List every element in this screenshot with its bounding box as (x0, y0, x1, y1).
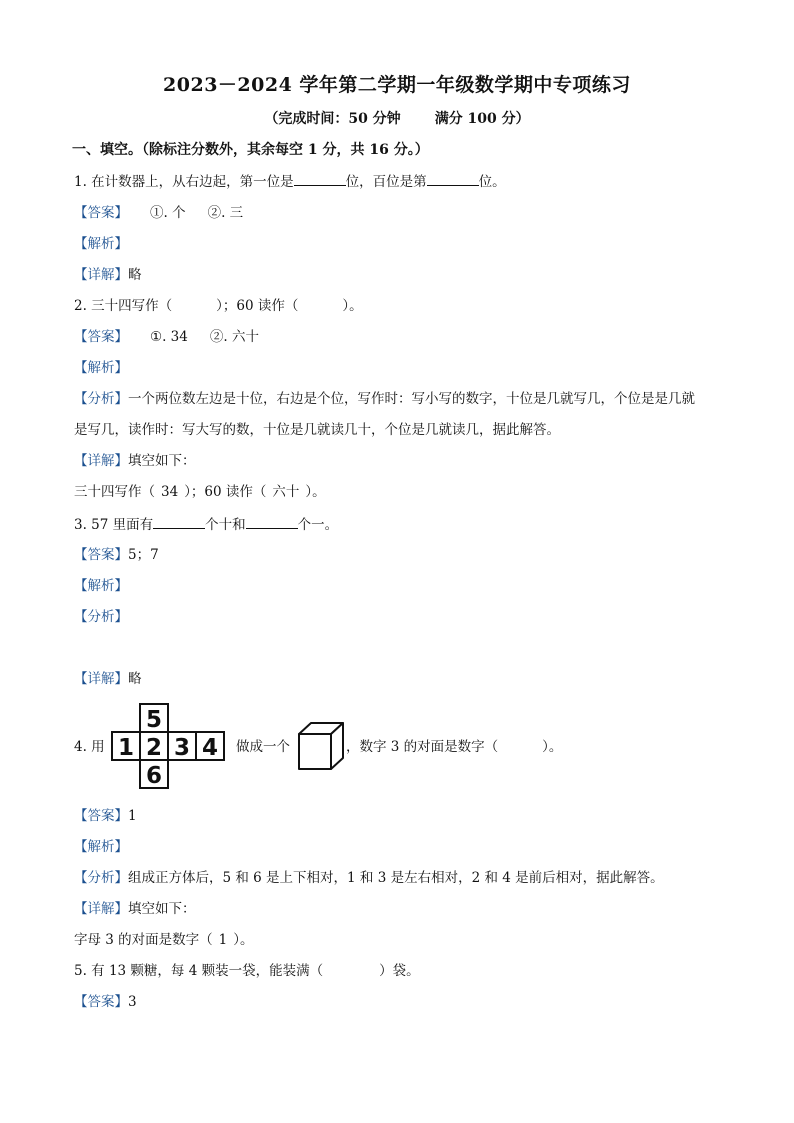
q4-fenxi-text: 组成正方体后，5 和 6 是上下相对，1 和 3 是左右相对，2 和 4 是前后相对，据此解答。 (128, 870, 664, 886)
answer-blank[interactable] (246, 514, 298, 529)
question-5 (74, 961, 420, 981)
q1-detail (74, 265, 142, 285)
q1-answer (74, 203, 243, 223)
answer-blank[interactable] (294, 171, 346, 186)
q4-fill-a: 字母 3 的对面是数字（ (74, 932, 213, 948)
q4-middle: 做成一个 (236, 739, 290, 755)
q2-text-c: ）。 (342, 298, 363, 314)
q4-fenxi (74, 868, 664, 888)
section-heading: 一、填空。（除标注分数外，其余每空 1 分，共 16 分。） (72, 142, 429, 158)
question-3 (74, 514, 338, 535)
q2-filled (74, 482, 326, 502)
detail-label: 【详解】 (74, 671, 128, 687)
q4-detail-text: 填空如下： (128, 901, 196, 917)
q2-fenxi-text-1: 一个两位数左边是十位，右边是个位，写作时：写小写的数字，十位是几就写几，个位是是几就 (128, 391, 695, 407)
net-digit-1: 1 (117, 735, 135, 761)
fenxi-label: 【分析】 (74, 609, 128, 625)
q1-answer-2: ②. 三 (207, 205, 244, 221)
analysis-label: 【解析】 (74, 839, 128, 855)
detail-label: 【详解】 (74, 453, 128, 469)
q4-text-d: ）。 (542, 739, 563, 755)
q2-fenxi (74, 389, 695, 409)
net-digit-top: 5 (145, 707, 163, 733)
net-digit-bottom: 6 (145, 763, 163, 789)
fenxi-label: 【分析】 (74, 391, 128, 407)
net-digit-4: 4 (201, 735, 219, 761)
analysis-label: 【解析】 (74, 236, 128, 252)
q3-detail (74, 669, 142, 689)
q2-detail (74, 451, 196, 471)
q3-detail-text: 略 (128, 671, 142, 687)
q4-analysis (74, 837, 128, 857)
cube-icon (297, 720, 345, 772)
q2-fill-value-1: 34 (161, 484, 179, 500)
q5-answer (74, 992, 137, 1012)
time-limit: （完成时间：50 分钟 (264, 111, 401, 127)
q2-fill-c: ）。 (305, 484, 326, 500)
q1-text-a: 1. 在计数器上，从右边起，第一位是 (74, 174, 294, 190)
q2-text-a: 2. 三十四写作（ (74, 298, 173, 314)
net-digit-2: 2 (145, 735, 163, 761)
q4-prefix: 4. 用 (74, 739, 105, 755)
q2-text-b: ）；60 读作（ (216, 298, 299, 314)
answer-blank[interactable] (153, 514, 205, 529)
q2-fill-value-2: 六十 (272, 484, 300, 500)
q1-answer-1: ①. 个 (150, 205, 186, 221)
net-digit-3: 3 (173, 735, 191, 761)
answer-label: 【答案】 (74, 808, 128, 824)
full-score: 满分 100 分） (434, 111, 530, 127)
q1-text-c: 位。 (478, 174, 506, 190)
q2-answer-2: ②. 六十 (209, 329, 259, 345)
q3-fenxi (74, 607, 128, 627)
analysis-label: 【解析】 (74, 578, 128, 594)
q1-text-b: 位，百位是第 (345, 174, 427, 190)
answer-blank[interactable] (427, 171, 479, 186)
q1-detail-text: 略 (128, 267, 142, 283)
q2-analysis (74, 358, 128, 378)
cube-net-figure (110, 702, 232, 790)
detail-label: 【详解】 (74, 901, 128, 917)
q5-text-a: 5. 有 13 颗糖，每 4 颗装一袋，能装满（ (74, 963, 324, 979)
question-2 (74, 296, 363, 316)
q3-analysis (74, 576, 128, 596)
q2-fill-b: ）；60 读作（ (184, 484, 267, 500)
q5-answer-text: 3 (128, 994, 137, 1010)
q4-text-c: ，数字 3 的对面是数字（ (346, 739, 499, 755)
page-subtitle (0, 108, 794, 128)
answer-label: 【答案】 (74, 547, 128, 563)
analysis-label: 【解析】 (74, 360, 128, 376)
answer-label: 【答案】 (74, 205, 128, 221)
q2-answer-1: ①. 34 (150, 329, 188, 345)
q4-filled (74, 930, 254, 950)
q4-fill-value: 1 (218, 932, 228, 948)
q3-text-c: 个一。 (297, 517, 339, 533)
page-title: 2023－2024 学年第二学期一年级数学期中专项练习 (163, 74, 631, 96)
fenxi-label: 【分析】 (74, 870, 128, 886)
detail-label: 【详解】 (74, 267, 128, 283)
q4-answer (74, 806, 137, 826)
question-1 (74, 171, 506, 192)
q3-answer (74, 545, 159, 565)
answer-label: 【答案】 (74, 994, 128, 1010)
q4-detail (74, 899, 196, 919)
q3-text-b: 个十和 (205, 517, 246, 533)
q2-fill-a: 三十四写作（ (74, 484, 155, 500)
q1-analysis (74, 234, 128, 254)
q4-suffix (346, 737, 562, 757)
q4-fill-c: ）。 (233, 932, 254, 948)
q3-text-a: 3. 57 里面有 (74, 517, 154, 533)
q5-text-b: ）袋。 (379, 963, 420, 979)
q2-detail-text: 填空如下： (128, 453, 196, 469)
answer-label: 【答案】 (74, 329, 128, 345)
q2-fenxi-cont: 是写几，读作时：写大写的数，十位是几就读几十，个位是几就读几，据此解答。 (74, 422, 560, 438)
q3-answer-text: 5；7 (128, 547, 159, 563)
q4-answer-text: 1 (128, 808, 137, 824)
q2-answer (74, 327, 259, 347)
